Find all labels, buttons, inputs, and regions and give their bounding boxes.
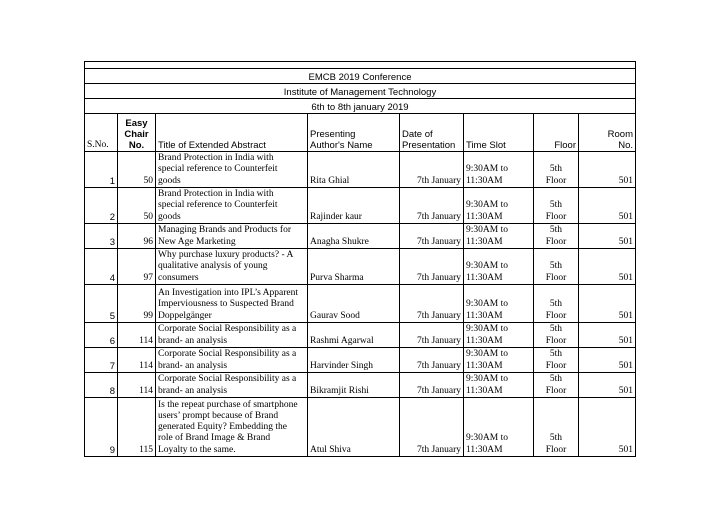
cell-floor: 5th Floor bbox=[534, 224, 579, 249]
cell-sno: 4 bbox=[85, 249, 118, 285]
table-row bbox=[85, 188, 636, 224]
cell-chair-no: 50 bbox=[118, 188, 156, 224]
cell-chair-no: 114 bbox=[118, 348, 156, 373]
table-row bbox=[85, 249, 636, 285]
cell-time: 9:30AM to 11:30AM bbox=[464, 348, 534, 373]
cell-time: 9:30AM to 11:30AM bbox=[464, 188, 534, 224]
col-floor: Floor bbox=[534, 114, 579, 152]
cell-sno: 6 bbox=[85, 323, 118, 348]
cell-date: 7th January bbox=[400, 398, 464, 457]
cell-title: Brand Protection in India with special reference to Counterfeit goods bbox=[156, 188, 308, 224]
cell-floor: 5th Floor bbox=[534, 348, 579, 373]
cell-author: Rajinder kaur bbox=[308, 188, 400, 224]
cell-room: 501 bbox=[579, 323, 636, 348]
cell-sno: 1 bbox=[85, 152, 118, 188]
cell-sno: 2 bbox=[85, 188, 118, 224]
cell-title: Corporate Social Responsibility as a brand- an analysis bbox=[156, 373, 308, 398]
cell-date: 7th January bbox=[400, 285, 464, 323]
cell-title: Managing Brands and Products for New Age Marketing bbox=[156, 224, 308, 249]
conference-title: EMCB 2019 Conference bbox=[85, 69, 636, 84]
cell-date: 7th January bbox=[400, 188, 464, 224]
table-row bbox=[85, 224, 636, 249]
cell-sno: 8 bbox=[85, 373, 118, 398]
cell-room: 501 bbox=[579, 249, 636, 285]
cell-date: 7th January bbox=[400, 323, 464, 348]
cell-floor: 5th Floor bbox=[534, 398, 579, 457]
cell-author: Atul Shiva bbox=[308, 398, 400, 457]
cell-date: 7th January bbox=[400, 224, 464, 249]
cell-time: 9:30AM to 11:30AM bbox=[464, 249, 534, 285]
cell-room: 501 bbox=[579, 398, 636, 457]
table-row bbox=[85, 373, 636, 398]
cell-title: Corporate Social Responsibility as a brand- an analysis bbox=[156, 348, 308, 373]
schedule-table bbox=[84, 61, 636, 457]
cell-title: Why purchase luxury products? - A qualitative analysis of young consumers bbox=[156, 249, 308, 285]
cell-author: Bikramjit Rishi bbox=[308, 373, 400, 398]
cell-chair-no: 114 bbox=[118, 323, 156, 348]
cell-sno: 3 bbox=[85, 224, 118, 249]
col-title: Title of Extended Abstract bbox=[156, 114, 308, 152]
cell-sno: 9 bbox=[85, 398, 118, 457]
cell-room: 501 bbox=[579, 285, 636, 323]
cell-sno: 5 bbox=[85, 285, 118, 323]
cell-chair-no: 50 bbox=[118, 152, 156, 188]
cell-room: 501 bbox=[579, 152, 636, 188]
cell-chair-no: 99 bbox=[118, 285, 156, 323]
table-row bbox=[85, 398, 636, 457]
cell-title: Is the repeat purchase of smartphone users’ prompt because of Brand generated Equity? Embedding the role of Brand Image & Brand Loyalty to the same. bbox=[156, 398, 308, 457]
cell-author: Anagha Shukre bbox=[308, 224, 400, 249]
schedule-rows bbox=[85, 152, 636, 457]
cell-time: 9:30AM to 11:30AM bbox=[464, 398, 534, 457]
table-row bbox=[85, 348, 636, 373]
cell-author: Purva Sharma bbox=[308, 249, 400, 285]
cell-author: Harvinder Singh bbox=[308, 348, 400, 373]
col-room: Room No. bbox=[579, 114, 636, 152]
cell-time: 9:30AM to 11:30AM bbox=[464, 224, 534, 249]
cell-floor: 5th Floor bbox=[534, 285, 579, 323]
cell-time: 9:30AM to 11:30AM bbox=[464, 323, 534, 348]
cell-floor: 5th Floor bbox=[534, 249, 579, 285]
cell-author: Rita Ghial bbox=[308, 152, 400, 188]
cell-date: 7th January bbox=[400, 249, 464, 285]
institute-name: Institute of Management Technology bbox=[85, 84, 636, 99]
schedule-sheet bbox=[84, 61, 635, 457]
cell-title: An Investigation into IPL’s Apparent Imperviousness to Suspected Brand Doppelgänger bbox=[156, 285, 308, 323]
cell-time: 9:30AM to 11:30AM bbox=[464, 152, 534, 188]
cell-room: 501 bbox=[579, 348, 636, 373]
cell-chair-no: 97 bbox=[118, 249, 156, 285]
cell-title: Corporate Social Responsibility as a brand- an analysis bbox=[156, 323, 308, 348]
cell-date: 7th January bbox=[400, 373, 464, 398]
cell-chair-no: 114 bbox=[118, 373, 156, 398]
cell-time: 9:30AM to 11:30AM bbox=[464, 373, 534, 398]
cell-floor: 5th Floor bbox=[534, 323, 579, 348]
cell-author: Rashmi Agarwal bbox=[308, 323, 400, 348]
cell-time: 9:30AM to 11:30AM bbox=[464, 285, 534, 323]
col-easy-chair: Easy Chair No. bbox=[118, 114, 156, 152]
table-row bbox=[85, 323, 636, 348]
cell-floor: 5th Floor bbox=[534, 152, 579, 188]
conference-dates: 6th to 8th january 2019 bbox=[85, 99, 636, 114]
cell-room: 501 bbox=[579, 188, 636, 224]
col-time: Time Slot bbox=[464, 114, 534, 152]
table-row bbox=[85, 285, 636, 323]
col-sno: S.No. bbox=[85, 114, 118, 152]
cell-floor: 5th Floor bbox=[534, 373, 579, 398]
col-date: Date of Presentation bbox=[400, 114, 464, 152]
cell-author: Gaurav Sood bbox=[308, 285, 400, 323]
cell-date: 7th January bbox=[400, 152, 464, 188]
cell-date: 7th January bbox=[400, 348, 464, 373]
cell-sno: 7 bbox=[85, 348, 118, 373]
cell-chair-no: 96 bbox=[118, 224, 156, 249]
cell-room: 501 bbox=[579, 224, 636, 249]
cell-title: Brand Protection in India with special reference to Counterfeit goods bbox=[156, 152, 308, 188]
cell-chair-no: 115 bbox=[118, 398, 156, 457]
cell-floor: 5th Floor bbox=[534, 188, 579, 224]
table-row bbox=[85, 152, 636, 188]
col-author: Presenting Author's Name bbox=[308, 114, 400, 152]
cell-room: 501 bbox=[579, 373, 636, 398]
